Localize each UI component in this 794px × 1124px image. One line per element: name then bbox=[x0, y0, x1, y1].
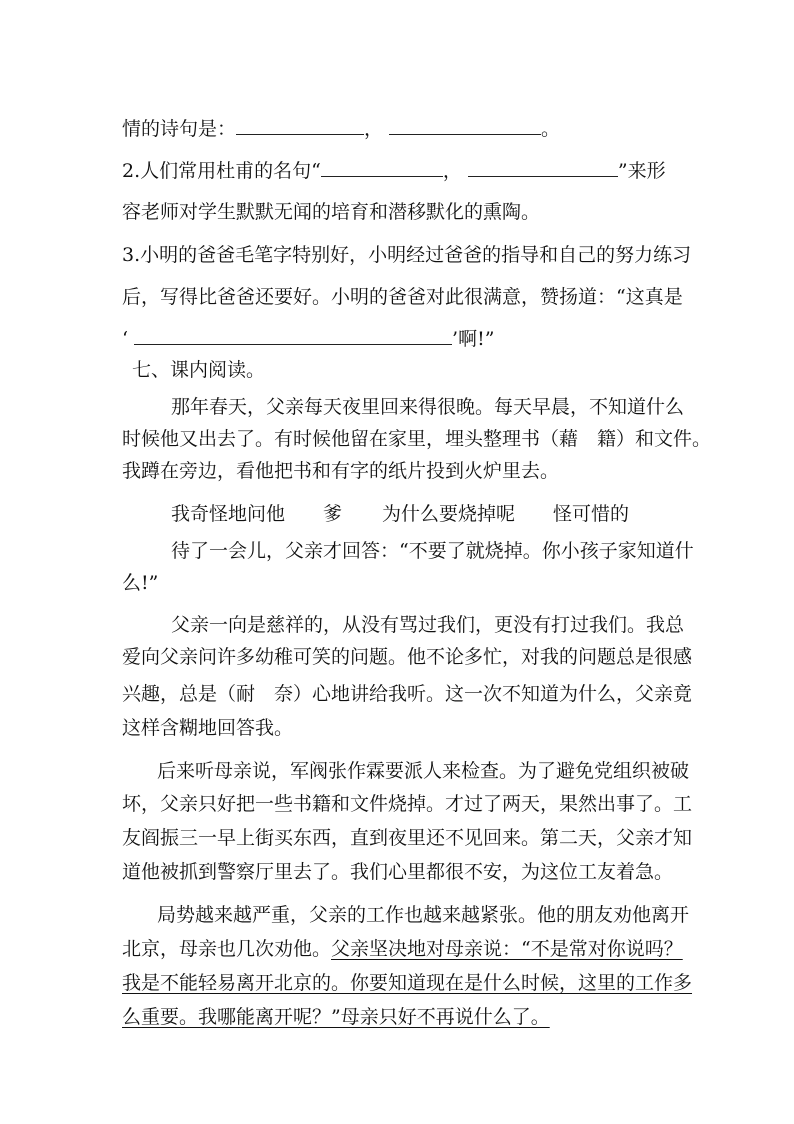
q3-line-3 bbox=[122, 326, 494, 351]
q2-blank-2[interactable] bbox=[468, 158, 618, 177]
p2-part-a: 我奇怪地问他 bbox=[171, 503, 286, 525]
q3-blank[interactable] bbox=[134, 326, 452, 345]
section-heading: 七、课内阅读。 bbox=[132, 359, 266, 381]
q2-blank-1[interactable] bbox=[321, 158, 443, 177]
q1-text: 情的诗句是： bbox=[122, 118, 237, 140]
q2-pre: 人们常用杜甫的名句“ bbox=[140, 160, 321, 182]
q3-open-quote: ‘ bbox=[122, 328, 129, 350]
p6-line-1: 局势越来越严重，父亲的工作也越来越紧张。他的朋友劝他离开 bbox=[157, 904, 690, 926]
q1-end: 。 bbox=[541, 118, 561, 140]
p5-line-2: 坏，父亲只好把一些书籍和文件烧掉。才过了两天，果然出事了。工 bbox=[122, 793, 693, 815]
q2-line-2: 容老师对学生默默无闻的培育和潜移默化的熏陶。 bbox=[122, 201, 541, 223]
q2-post: ”来形 bbox=[617, 160, 666, 182]
q3-line-1 bbox=[122, 243, 691, 267]
p6-underlined-start: 父亲坚决地对母亲说：“不是常对你说吗？ bbox=[331, 938, 683, 960]
p6-text-plain: 北京，母亲也几次劝他。 bbox=[122, 938, 332, 960]
p4-line-1: 父亲一向是慈祥的，从没有骂过我们，更没有打过我们。我总 bbox=[171, 614, 685, 636]
p5-line-3: 友阎振三一早上街买东西，直到夜里还不见回来。第二天，父亲才知 bbox=[122, 827, 693, 849]
p2-part-c: 为什么要烧掉呢 bbox=[382, 503, 516, 525]
q1-blank-1[interactable] bbox=[236, 116, 364, 135]
q2-sep: ， bbox=[442, 160, 462, 182]
p1-line-1: 那年春天，父亲每天夜里回来得很晚。每天早晨，不知道什么 bbox=[171, 396, 685, 418]
p4-line-4: 这样含糊地回答我。 bbox=[122, 717, 294, 739]
p6-line-4: 么重要。我哪能离开呢？”母亲只好不再说什么了。 bbox=[122, 1006, 550, 1028]
q3-line-2: 后，写得比爸爸还要好。小明的爸爸对此很满意，赞扬道：“这真是 bbox=[122, 286, 683, 308]
p2-part-d: 怪可惜的 bbox=[553, 503, 630, 525]
p2-part-b: 爹 bbox=[323, 503, 343, 525]
q3-number: 3. bbox=[122, 244, 141, 266]
p6-line-2 bbox=[122, 937, 683, 961]
q3-close-quote: ’啊!” bbox=[452, 328, 495, 350]
p4-line-2: 爱向父亲问许多幼稚可笑的问题。他不论多忙，对我的问题总是很感 bbox=[122, 646, 693, 668]
p6-line-3: 我是不能轻易离开北京的。你要知道现在是什么时候，这里的工作多 bbox=[122, 972, 693, 994]
p1-line-2: 时候他又出去了。有时候他留在家里，埋头整理书（藉 籍）和文件。 bbox=[122, 428, 712, 450]
p3-line-2: 么!” bbox=[122, 572, 159, 594]
q1-blank-2[interactable] bbox=[389, 116, 541, 135]
p3-line-1: 待了一会儿，父亲才回答：“不要了就烧掉。你小孩子家知道什 bbox=[171, 540, 694, 562]
q1-line bbox=[122, 116, 560, 141]
p1-line-3: 我蹲在旁边，看他把书和有字的纸片投到火炉里去。 bbox=[122, 460, 560, 482]
p4-line-3: 兴趣，总是（耐 奈）心地讲给我听。这一次不知道为什么，父亲竟 bbox=[122, 683, 693, 705]
p5-line-4: 道他被抓到警察厅里去了。我们心里都很不安，为这位工友着急。 bbox=[122, 861, 674, 883]
q1-sep: ， bbox=[364, 118, 384, 140]
p2-line bbox=[171, 502, 629, 526]
q3-text-1: 小明的爸爸毛笔字特别好，小明经过爸爸的指导和自己的努力练习 bbox=[140, 244, 692, 266]
q2-line-1 bbox=[122, 158, 666, 183]
q2-number: 2. bbox=[122, 160, 141, 182]
p5-line-1: 后来听母亲说，军阀张作霖要派人来检查。为了避免党组织被破 bbox=[157, 760, 690, 782]
